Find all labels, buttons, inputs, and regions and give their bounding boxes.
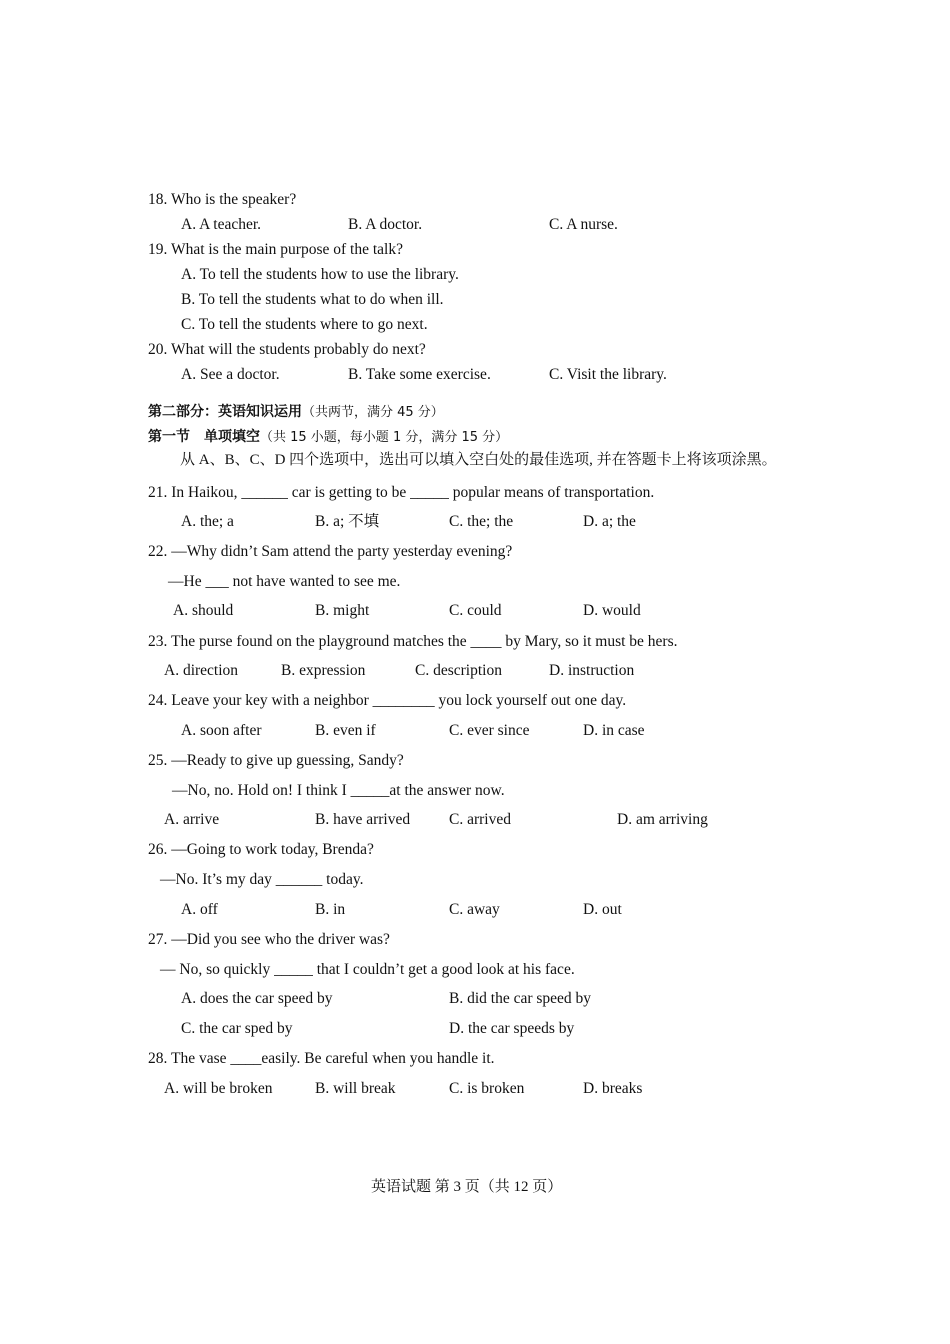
question-19-option-b: B. To tell the students what to do when ill.: [181, 291, 444, 308]
question-24-option-a: A. soon after: [181, 722, 262, 739]
question-22-option-b: B. might: [315, 602, 370, 619]
question-26-option-b: B. in: [315, 901, 346, 918]
page-footer: 英语试题 第 3 页（共 12 页）: [371, 1179, 563, 1195]
part-2-title: 第二部分：英语知识运用: [148, 404, 302, 420]
question-28-option-c: C. is broken: [449, 1080, 525, 1097]
question-21-stem: 21. In Haikou, ______ car is getting to be _____ popular means of transportation.: [148, 484, 655, 501]
question-28-option-a: A. will be broken: [164, 1080, 273, 1097]
question-27-option-d: D. the car speeds by: [449, 1020, 575, 1037]
question-27-option-a: A. does the car speed by: [181, 990, 333, 1007]
question-20-stem: 20. What will the students probably do next?: [148, 341, 426, 358]
question-25-option-d: D. am arriving: [617, 811, 708, 828]
question-21-option-a: A. the; a: [181, 513, 234, 530]
question-19-stem: 19. What is the main purpose of the talk?: [148, 241, 403, 258]
question-18-option-c: C. A nurse.: [549, 216, 618, 233]
question-22-option-d: D. would: [583, 602, 641, 619]
section-1-instruction: 从 A、B、C、D 四个选项中，选出可以填入空白处的最佳选项, 并在答题卡上将该项涂黑。: [180, 452, 777, 468]
section-1-note: （共 15 小题，每小题 1 分，满分 15 分）: [260, 430, 509, 445]
question-20-option-c: C. Visit the library.: [549, 366, 667, 383]
question-27-stem: 27. —Did you see who the driver was?: [148, 931, 390, 948]
question-26-option-a: A. off: [181, 901, 218, 918]
question-24-option-c: C. ever since: [449, 722, 530, 739]
question-27-reply: — No, so quickly _____ that I couldn’t get a good look at his face.: [160, 961, 575, 978]
question-21-option-c: C. the; the: [449, 513, 514, 530]
question-24-stem: 24. Leave your key with a neighbor ________ you lock yourself out one day.: [148, 692, 627, 709]
question-24-option-d: D. in case: [583, 722, 645, 739]
question-25-option-b: B. have arrived: [315, 811, 411, 828]
question-22-option-a: A. should: [173, 602, 234, 619]
question-24-option-b: B. even if: [315, 722, 376, 739]
question-23-stem: 23. The purse found on the playground matches the ____ by Mary, so it must be hers.: [148, 633, 678, 650]
question-25-option-c: C. arrived: [449, 811, 511, 828]
question-23-option-a: A. direction: [164, 662, 239, 679]
question-26-option-d: D. out: [583, 901, 622, 918]
question-20-option-a: A. See a doctor.: [181, 366, 280, 383]
section-1-title: 第一节 单项填空: [148, 429, 260, 445]
part-2-heading: [148, 404, 444, 420]
question-27-option-c: C. the car sped by: [181, 1020, 293, 1037]
question-18-option-a: A. A teacher.: [181, 216, 262, 233]
question-18-stem: 18. Who is the speaker?: [148, 191, 297, 208]
question-23-option-c: C. description: [415, 662, 502, 679]
question-25-option-a: A. arrive: [164, 811, 220, 828]
question-23-option-b: B. expression: [281, 662, 366, 679]
question-26-option-c: C. away: [449, 901, 500, 918]
question-19-option-a: A. To tell the students how to use the library.: [181, 266, 459, 283]
question-23-option-d: D. instruction: [549, 662, 635, 679]
question-28-stem: 28. The vase ____easily. Be careful when you handle it.: [148, 1050, 495, 1067]
question-21-option-d: D. a; the: [583, 513, 636, 530]
question-21-option-b: B. a; 不填: [315, 513, 380, 530]
question-26-reply: —No. It’s my day ______ today.: [160, 871, 364, 888]
question-19-option-c: C. To tell the students where to go next.: [181, 316, 428, 333]
question-18-option-b: B. A doctor.: [348, 216, 423, 233]
question-22-reply: —He ___ not have wanted to see me.: [168, 573, 401, 590]
section-1-heading: [148, 429, 508, 445]
question-26-stem: 26. —Going to work today, Brenda?: [148, 841, 374, 858]
question-25-stem: 25. —Ready to give up guessing, Sandy?: [148, 752, 404, 769]
question-20-option-b: B. Take some exercise.: [348, 366, 491, 383]
question-27-option-b: B. did the car speed by: [449, 990, 592, 1007]
part-2-note: （共两节，满分 45 分）: [302, 405, 444, 420]
question-28-option-d: D. breaks: [583, 1080, 643, 1097]
question-28-option-b: B. will break: [315, 1080, 396, 1097]
question-22-stem: 22. —Why didn’t Sam attend the party yesterday evening?: [148, 543, 513, 560]
question-22-option-c: C. could: [449, 602, 502, 619]
question-25-reply: —No, no. Hold on! I think I _____at the answer now.: [172, 782, 505, 799]
